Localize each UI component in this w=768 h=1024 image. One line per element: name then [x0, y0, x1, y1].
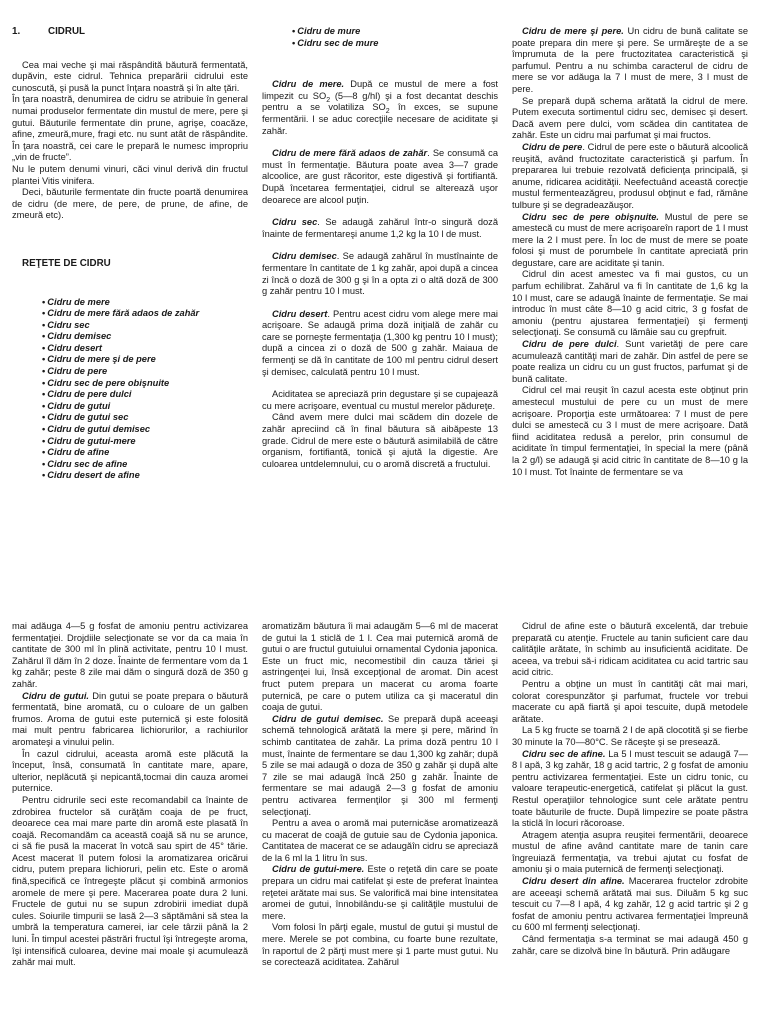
list-item: • Cidru de mure — [292, 26, 498, 38]
column-top-middle — [262, 26, 498, 470]
column-top-right — [512, 26, 748, 478]
paragraph-amestec: Cidrul din acest amestec va fi mai gustos, cu un parfum echilibrat. Zahărul va fi în cantitate de 1,6 kg la 10 l must, care se adaugă înainte de fermentaţie. Se mai introduc în must câte 8—10 g acid citric, 3 g fosfat de amoniu (pentru ajustarea fermentaţiei) şi fermenţi selecţionaţi. Se consumă cu lămâie sau cu grepfruit. — [512, 269, 748, 338]
recipe-title: Cidru de pere — [522, 141, 583, 152]
intro-paragraph-3: Nu le putem denumi vinuri, căci vinul derivă din fructul plantei Vitis vinifera. — [12, 163, 248, 186]
recipe-sec-afine: Cidru sec de afine. La 5 l must tescuit se adaugă 7—8 l apă, 3 kg zahăr, 18 g acid tartric, 2 g fosfat de amoniu pentru activizarea fermentaţiei. Este un cidru tonic, cu valoare terapeutic-energetică, catifelat şi plăcut la gust. Restul operaţiilor tehnologice sunt cele arătate pentru toate băuturile de fructe. După limpezire se poate păstra la sticlă în locuri răcoroase. — [512, 748, 748, 829]
paragraph-aroma: În cazul cidrului, aceasta aromă este plăcută la început, însă, consumată în cantitate mare, apare, ulterior, neplăcută şi nepicantă,tocmai din cauza aromei puternice. — [12, 748, 248, 794]
recipe-title: Cidru de gutui demisec. — [272, 713, 384, 724]
section-heading — [12, 26, 248, 38]
recipes-list-continued — [262, 26, 498, 49]
paragraph-cidruri-seci: Pentru cidrurile seci este recomandabil ca înainte de zdrobirea fructelor să curăţăm coaja de pe fruct, deoarece cea mai mare parte din aromă este plasată în coajă. Recomandăm ca această coajă să nu se arunce, ci să fie pusă la macerat în votcă sau spirt de 45° tărie. Acest macerat îl putem folosi la aromatizarea oricărui cidru, putem prepara lichioruri, pelin etc. Este o aromă fină,specifică ce întregeşte plăcut şi combină armonios aromele de mere şi pere. Macerarea poate dura 2 luni. Fructele de gutui nu se supun zdrobirii imediat după cules. Soiurile timpurii se lasă 2—3 săptămâni să stea la umbră la temperatura camerei, iar cele târzii până la 2 luni. În timpul acestei păstrări fructul îşi întregeşte aroma, îşi intensifică culoarea, devine mai moale şi acumulează zahăr mai mult. — [12, 794, 248, 968]
list-item: • Cidru de mere fără adaos de zahăr — [42, 308, 248, 320]
list-item: • Cidru de pere dulci — [42, 389, 248, 401]
paragraph-fermentatie-terminata: Când fermentaţia s-a terminat se mai adaugă 450 g zahăr, care se dizolvă bine în băutură. Prin adăugare — [512, 934, 748, 956]
column-bottom-middle — [262, 621, 498, 1024]
recipe-sec-pere-obisnuite: Cidru sec de pere obişnuite. Mustul de pere se amestecă cu must de mere acrişoareîn raport de 1 l must mere la 2 l must pere. În loc de must de mere se poate folosi şi must de porumbele în cantitate apreciată prin degustare, care are aciditate şi tanin. — [512, 211, 748, 268]
list-item: • Cidru desert de afine — [42, 470, 248, 482]
recipe-gutui-demisec: Cidru de gutui demisec. Se prepară după aceeaşi schemă tehnologică arătată la mere şi pere, mărind în schimb cantitatea de zahăr. La prima doză pentru 10 l must, înainte de fermentare se dau 1,300 kg zahăr; după 5 zile se mai adaugă o doza de 350 g zahăr şi după alte 7 zile se mai adaugă încă 250 g zahăr. Înainte de fermentare se mai adaugă 2—3 g fosfat de amoniu pentru activarea fermenţilor şi 300 ml fermenţi selecţionaţi. — [262, 713, 498, 817]
recipe-desert-afine: Cidru desert din afine. Macerarea fructelor zdrobite are aceeaşi schemă arătată mai sus. Diluăm 5 kg suc tescuit cu 7—8 l apă, 4 kg zahăr, 12 g acid tartric şi 2 g fosfat de amoniu pentru activarea fermentaţiei împreună cu 600 ml fermenţi selecţionaţi. — [512, 876, 748, 933]
paragraph-continuation: mai adăuga 4—5 g fosfat de amoniu pentru activizarea fermentaţiei. Drojdiile selecţionate se vor da ca maia în cantitate de 300 ml în plină activitate, pentru 10 l must. Zahărul îl dăm în 2 doze. Înainte de fermentare vom da 1 kg zahăr; peste 8 zile mai dăm o singură doză de 350 g zahăr. — [12, 621, 248, 689]
recipes-title: REŢETE DE CIDRU — [22, 257, 111, 269]
recipe-title: Cidru de mere şi pere. — [522, 26, 624, 36]
section-title: CIDRUL — [48, 26, 86, 37]
paragraph-atentie: Atragem atenţia asupra reuşitei fermentării, deoarece mustul de afine având cantitate mare de tanin care îngreuiază fermentaţia, va trebui ajutat cu fosfat de amoniu şi o maia puternică de fermenţi selecţionaţi. — [512, 829, 748, 875]
paragraph-cidru-afine: Cidrul de afine este o băutură excelentă, dar trebuie preparată cu atenţie. Fructele au tanin suficient care dau calităţile arătate, în schimb au insuficientă aciditate. De aceea, va trebui să-i ridicam aciditatea cu acid tartric sau acid citric. — [512, 621, 748, 678]
column-bottom-left — [12, 621, 248, 1024]
paragraph-schema: Se prepară după schema arătată la cidrul de mere. Putem executa sortimentul cidru sec, demisec şi desert. Dacă avem pere dulci, vom scădea din cantitatea de zahăr. Este un cidru mai parfumat şi mai fructos. — [512, 95, 748, 141]
recipe-cidru-de-mere: Cidru de mere. După ce mustul de mere a fost limpezit cu $SO_2$ (5—8 g/hl) şi a fost decantat deschis pentru a se volatiliza $SO_2$ în exces, se supune fermentării. I se aduc corecţiile necesare de aciditate şi zahăr. — [262, 79, 498, 136]
list-item: • Cidru de gutui sec — [42, 412, 248, 424]
list-item: • Cidru sec de mure — [292, 38, 498, 50]
paragraph-aroma-puternica: Pentru a avea o aromă mai puternicăse aromatizează cu macerat de coajă de gutuie sau de Cydonia japonica. Cantitatea de macerat ce se adaugăîn cidru se apreciază de la 6 ml la 1 litru în sus. — [262, 818, 498, 863]
recipe-cidru-demisec: Cidru demisec. Se adaugă zahărul în mustînainte de fermentare în cantitate de 1 kg zahăr, apoi după a cincea zi încă o doză de 300 g şi în a opta zi o altă doză de 300 g zahăr pentru 10 l must. — [262, 251, 498, 297]
recipe-title: Cidru sec de pere obişnuite. — [522, 211, 660, 222]
column-top-left — [12, 26, 248, 482]
recipe-cidru-desert: Cidru desert. Pentru acest cidru vom alege mere mai acrişoare. Se adaugă prima doză iniţială de zahăr cu care se porneşte fermentaţia (1,300 kg pentru 10 l must); după a cincea zi o doză de 500 g zahăr. Maiaua de fermenţi se dă în cantitate de 100 ml pentru cidrul desert şi demisec, calculată pentru 10 l must. — [262, 308, 498, 377]
recipe-gutui-mere: Cidru de gutui-mere. Este o reţetă din care se poate prepara un cidru mai catifelat şi este de preferat înaintea reţetei arătate mai sus. Se valorifică mai bine intensitatea aromei de gutui, înnobilându-se şi calităţile mustului de mere. — [262, 864, 498, 921]
list-item: • Cidru de pere — [42, 366, 248, 378]
recipe-mere-fara-zahar: Cidru de mere fără adaos de zahăr. Se consumă ca must în fermentaţie. Băutura poate avea 3—7 grade alcoolice, are gust răcoritor, este digestivă şi fortifiantă. După încetarea fermentaţiei, cidrul se alterează uşor deoarece are alcool puţin. — [262, 148, 498, 205]
list-item: • Cidru de mere — [42, 297, 248, 309]
list-item: • Cidru sec — [42, 320, 248, 332]
recipe-pere-dulci: Cidru de pere dulci. Sunt varietăţi de pere care acumulează cantităţi mari de zahăr. Din astfel de pere se poate realiza un cidru cu un gust fructos, parfumat şi de bună calitate. — [512, 339, 748, 384]
list-item: • Cidru sec de pere obişnuite — [42, 378, 248, 390]
paragraph-mere-dulci: Când avem mere dulci mai scădem din dozele de zahăr apreciind că în final băutura să aibăpeste 13 grade. Cidrul de mere este o băutură asimilabilă de către organism, fortifiantă, tonică şi ajută la digestie. Are culoarea untdelemnului, cu o aromă discretă a fructului. — [262, 412, 498, 469]
recipe-title: Cidru de gutui. — [22, 690, 90, 701]
list-item: • Cidru de gutui demisec — [42, 424, 248, 436]
paragraph-aciditate: Aciditatea se apreciază prin degustare şi se cupajează cu mere acrişoare, eventual cu mustul merelor pădureţe. — [262, 389, 498, 411]
section-number: 1. — [12, 26, 21, 37]
list-item: • Cidru de afine — [42, 447, 248, 459]
paragraph-fierbere: La 5 kg fructe se toarnă 2 l de apă clocotită şi se fierbe 30 minute la 70—80°C. Se răceşte şi se presează. — [512, 725, 748, 747]
list-item: • Cidru de mere şi de pere — [42, 354, 248, 366]
recipe-title: Cidru desert — [272, 308, 328, 319]
list-item: • Cidru de gutui-mere — [42, 436, 248, 448]
recipe-cidru-de-pere: Cidru de pere. Cidrul de pere este o băutură alcoolică reuşită, având fructozitate caracteristică şi parfum. În prepararea lui trebuie rezolvată deficienţa principală, şi anume, ridicarea acidităţii. Neefectuând această corecţie mustul fermenteazăgreu, produsul obţinut e fad, rămâne tulbure şi se degradeazăuşor. — [512, 141, 748, 210]
column-bottom-right — [512, 621, 748, 1024]
recipe-title: Cidru sec — [272, 217, 318, 228]
recipe-title: Cidru de gutui-mere. — [272, 864, 365, 875]
paragraph-obtinere-must: Pentru a obţine un must în cantităţi cât mai mari, colorat corespunzător şi parfumat, fructele vor trebui macerate cu apă fiartă şi apoi tescuite, după metodele arătate. — [512, 678, 748, 724]
recipe-cidru-sec: Cidru sec. Se adaugă zahărul într-o singură doză înainte de fermentareşi anume 1,2 kg la 10 l de must. — [262, 217, 498, 239]
list-item: • Cidru de gutui — [42, 401, 248, 413]
recipe-mere-si-pere: Cidru de mere şi pere. Un cidru de bună calitate se poate prepara din mere şi pere. Se urmăreşte de a se împrumuta de la pere fructozitatea caracteristică şi parfumul. Pentru a nu schimba caracterul de cidru de mere se vor adăuga la 7 l must de mere, 3 l must de pere. — [512, 26, 748, 94]
recipe-title: Cidru desert din afine. — [522, 876, 625, 887]
recipe-title: Cidru de mere. — [272, 79, 345, 90]
recipe-title: Cidru de mere fără adaos de zahăr — [272, 148, 428, 159]
paragraph-continuation: aromatizăm băutura îi mai adaugăm 5—6 ml de macerat de gutui la 1 sticlă de 1 l. Cea mai puternică aromă de gutui o are fructul gutuiului ornamental Cydonia japonica. Este un fruct mic, necomestibil din cauza tăriei şi astringenţei lui, însă excepţional de aromat. Din acest fruct putem prepara un macerat cu aroma foarte puternică, pe care o putem utiliza ca şi maceratul din coaja de gutui. — [262, 621, 498, 713]
intro-paragraph-4: Deci, băuturile fermentate din fructe poartă denumirea de cidru (de mere, de pere, de prune, de afine, de zmeură etc). — [12, 187, 248, 221]
recipe-cidru-de-gutui: Cidru de gutui. Din gutui se poate prepara o băutură fermentată, bine aromată, cu o culoare de un galben frumos. Aroma de gutui este puternică şi este folosită mai mult pentru fabricarea lichiorurilor, a rachiurilor aromateşi a vinului pelin. — [12, 690, 248, 747]
paragraph-cidrul-reusit: Cidrul cel mai reuşit în cazul acesta este obţinut prin amestecul mustului de pere cu un must de mere acrişoare. Proporţia este următoarea: 7 l must de pere dulci se amestecă cu 3 l must de mere acrişoare. Dată fiind aciditatea redusă a perelor, prin consumul de aciditate în timpul fermentaţiei, în special la mere (până la 2 g/l) se adaugă şi acid citric în cantitate de 8—10 g la 10 l must. Tot înainte de fermentare se va — [512, 385, 748, 477]
intro-paragraph-2: În ţara noastră, denumirea de cidru se atribuie în general numai produselor fermentate din mustul de mere, pere şi gutui. Băuturile fermentate din prune, agrişe, coacăze, afine, zmeură,mure, fragi etc. nu sunt atât de răspândite. În ţara noastră, cei care le prepară le numesc impropriu „vin de fructe”. — [12, 94, 248, 163]
intro-paragraph-1: Cea mai veche şi mai răspândită băutură fermentată, dupăvin, este cidrul. Tehnica preparării cidrului este cunoscută, şi pusă la punct înţara noastră şi în alte ţări. — [12, 59, 248, 93]
list-item: • Cidru demisec — [42, 331, 248, 343]
recipe-title: Cidru sec de afine. — [522, 748, 606, 759]
recipes-list — [12, 297, 248, 483]
recipe-title: Cidru de pere dulci — [522, 339, 617, 350]
list-item: • Cidru sec de afine — [42, 459, 248, 471]
list-item: • Cidru desert — [42, 343, 248, 355]
paragraph-parti-egale: Vom folosi în părţi egale, mustul de gutui şi mustul de mere. Merele se pot combina, cu foarte bune rezultate, în raportul de 2 părţi must mere şi 1 parte must gutui. Nu se corectează aciditatea. Zahărul — [262, 922, 498, 968]
recipe-title: Cidru demisec — [272, 251, 337, 262]
